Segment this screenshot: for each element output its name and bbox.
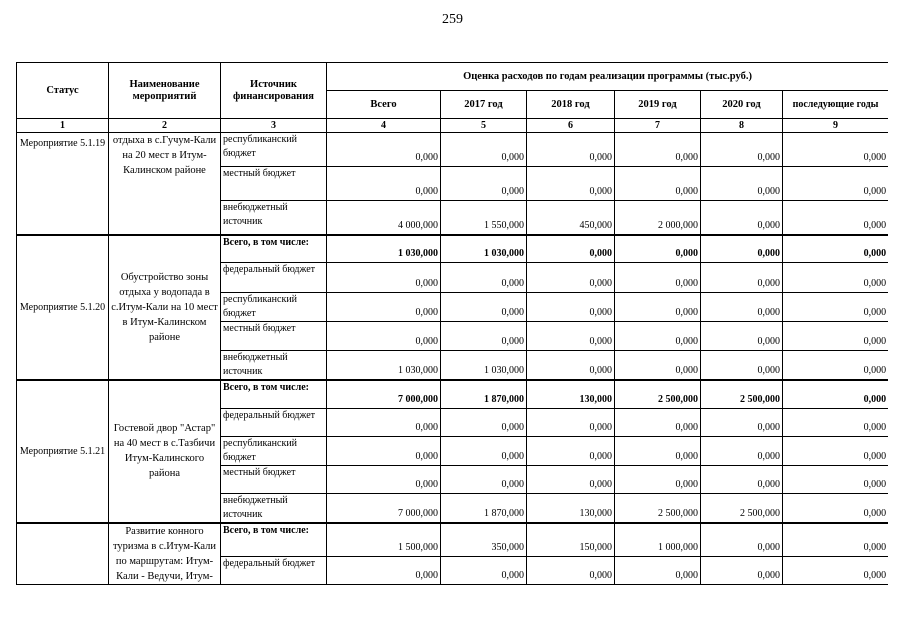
amount-cell: 130,000 bbox=[527, 493, 615, 523]
amount-cell: 0,000 bbox=[783, 167, 889, 201]
amount-cell: 0,000 bbox=[527, 436, 615, 465]
funding-source: республиканский бюджет bbox=[221, 436, 327, 465]
amount-cell: 0,000 bbox=[615, 557, 701, 585]
amount-cell: 0,000 bbox=[527, 408, 615, 436]
amount-cell: 0,000 bbox=[783, 322, 889, 351]
amount-cell: 0,000 bbox=[327, 293, 441, 322]
budget-table bbox=[16, 62, 888, 585]
amount-cell: 350,000 bbox=[441, 523, 527, 557]
header-estimate: Оценка расходов по годам реализации программы (тыс.руб.) bbox=[327, 63, 889, 91]
event-status: Мероприятие 5.1.20 bbox=[17, 235, 109, 381]
budget-table-container bbox=[16, 62, 888, 594]
event-status bbox=[17, 523, 109, 585]
amount-cell: 0,000 bbox=[701, 408, 783, 436]
amount-cell: 0,000 bbox=[783, 263, 889, 293]
column-index: 5 bbox=[441, 119, 527, 133]
funding-source: Всего, в том числе: bbox=[221, 523, 327, 557]
column-index: 7 bbox=[615, 119, 701, 133]
amount-cell: 0,000 bbox=[783, 351, 889, 381]
amount-cell: 0,000 bbox=[701, 167, 783, 201]
amount-cell: 1 870,000 bbox=[441, 493, 527, 523]
amount-cell: 2 500,000 bbox=[701, 380, 783, 408]
funding-source: Всего, в том числе: bbox=[221, 235, 327, 263]
event-name: Гостевой двор "Астар" на 40 мест в с.Тазбичи Итум-Калинского района bbox=[109, 380, 221, 523]
amount-cell: 0,000 bbox=[783, 523, 889, 557]
funding-source: местный бюджет bbox=[221, 322, 327, 351]
amount-cell: 0,000 bbox=[783, 465, 889, 493]
funding-source: республиканский бюджет bbox=[221, 293, 327, 322]
amount-cell: 0,000 bbox=[327, 408, 441, 436]
amount-cell: 0,000 bbox=[701, 523, 783, 557]
amount-cell: 0,000 bbox=[441, 133, 527, 167]
amount-cell: 7 000,000 bbox=[327, 493, 441, 523]
amount-cell: 0,000 bbox=[527, 465, 615, 493]
table-row bbox=[17, 380, 889, 408]
header-year: последующие годы bbox=[783, 91, 889, 119]
header-year: 2020 год bbox=[701, 91, 783, 119]
table-row bbox=[17, 235, 889, 263]
amount-cell: 0,000 bbox=[441, 557, 527, 585]
amount-cell: 0,000 bbox=[327, 557, 441, 585]
table-row bbox=[17, 133, 889, 167]
column-index: 1 bbox=[17, 119, 109, 133]
column-index: 3 bbox=[221, 119, 327, 133]
table-body bbox=[17, 119, 889, 585]
amount-cell: 150,000 bbox=[527, 523, 615, 557]
header-name: Наименование мероприятий bbox=[109, 63, 221, 119]
event-status: Мероприятие 5.1.19 bbox=[17, 133, 109, 235]
amount-cell: 1 030,000 bbox=[327, 235, 441, 263]
amount-cell: 0,000 bbox=[327, 133, 441, 167]
amount-cell: 1 030,000 bbox=[441, 235, 527, 263]
amount-cell: 1 000,000 bbox=[615, 523, 701, 557]
amount-cell: 130,000 bbox=[527, 380, 615, 408]
amount-cell: 0,000 bbox=[701, 293, 783, 322]
amount-cell: 0,000 bbox=[701, 557, 783, 585]
amount-cell: 0,000 bbox=[783, 408, 889, 436]
funding-source: внебюджетный источник bbox=[221, 201, 327, 235]
amount-cell: 0,000 bbox=[783, 133, 889, 167]
column-index: 6 bbox=[527, 119, 615, 133]
amount-cell: 0,000 bbox=[527, 263, 615, 293]
funding-source: внебюджетный источник bbox=[221, 351, 327, 381]
column-index: 8 bbox=[701, 119, 783, 133]
page-number: 259 bbox=[442, 12, 463, 27]
amount-cell: 0,000 bbox=[441, 322, 527, 351]
header-year: 2018 год bbox=[527, 91, 615, 119]
amount-cell: 0,000 bbox=[527, 167, 615, 201]
amount-cell: 0,000 bbox=[701, 322, 783, 351]
amount-cell: 0,000 bbox=[615, 436, 701, 465]
amount-cell: 0,000 bbox=[327, 322, 441, 351]
amount-cell: 1 550,000 bbox=[441, 201, 527, 235]
amount-cell: 2 000,000 bbox=[615, 201, 701, 235]
amount-cell: 0,000 bbox=[327, 167, 441, 201]
amount-cell: 0,000 bbox=[615, 167, 701, 201]
amount-cell: 1 870,000 bbox=[441, 380, 527, 408]
funding-source: федеральный бюджет bbox=[221, 408, 327, 436]
amount-cell: 0,000 bbox=[615, 293, 701, 322]
amount-cell: 0,000 bbox=[441, 167, 527, 201]
amount-cell: 2 500,000 bbox=[615, 380, 701, 408]
amount-cell: 0,000 bbox=[615, 263, 701, 293]
amount-cell: 0,000 bbox=[701, 263, 783, 293]
header-status: Статус bbox=[17, 63, 109, 119]
table-row bbox=[17, 523, 889, 557]
amount-cell: 0,000 bbox=[327, 465, 441, 493]
amount-cell: 0,000 bbox=[701, 351, 783, 381]
amount-cell: 0,000 bbox=[327, 263, 441, 293]
amount-cell: 7 000,000 bbox=[327, 380, 441, 408]
amount-cell: 0,000 bbox=[441, 465, 527, 493]
funding-source: внебюджетный источник bbox=[221, 493, 327, 523]
amount-cell: 0,000 bbox=[783, 557, 889, 585]
header-year: 2017 год bbox=[441, 91, 527, 119]
column-index: 2 bbox=[109, 119, 221, 133]
amount-cell: 0,000 bbox=[615, 235, 701, 263]
column-index-row bbox=[17, 119, 889, 133]
amount-cell: 0,000 bbox=[783, 201, 889, 235]
header-source: Источник финансирования bbox=[221, 63, 327, 119]
event-status: Мероприятие 5.1.21 bbox=[17, 380, 109, 523]
amount-cell: 4 000,000 bbox=[327, 201, 441, 235]
column-index: 9 bbox=[783, 119, 889, 133]
funding-source: республиканский бюджет bbox=[221, 133, 327, 167]
event-name: Развитие конного туризма в с.Итум-Кали по маршрутам: Итум-Кали - Ведучи, Итум- bbox=[109, 523, 221, 585]
header-year: Всего bbox=[327, 91, 441, 119]
amount-cell: 0,000 bbox=[783, 436, 889, 465]
funding-source: федеральный бюджет bbox=[221, 263, 327, 293]
amount-cell: 0,000 bbox=[783, 235, 889, 263]
amount-cell: 0,000 bbox=[615, 408, 701, 436]
amount-cell: 0,000 bbox=[615, 465, 701, 493]
amount-cell: 0,000 bbox=[527, 293, 615, 322]
amount-cell: 0,000 bbox=[701, 133, 783, 167]
amount-cell: 0,000 bbox=[701, 201, 783, 235]
amount-cell: 0,000 bbox=[527, 557, 615, 585]
column-index: 4 bbox=[327, 119, 441, 133]
event-name: Обустройство зоны отдыха у водопада в с.Итум-Кали на 10 мест в Итум-Калинском районе bbox=[109, 235, 221, 381]
funding-source: Всего, в том числе: bbox=[221, 380, 327, 408]
amount-cell: 1 030,000 bbox=[441, 351, 527, 381]
amount-cell: 0,000 bbox=[615, 322, 701, 351]
amount-cell: 2 500,000 bbox=[701, 493, 783, 523]
amount-cell: 450,000 bbox=[527, 201, 615, 235]
amount-cell: 0,000 bbox=[701, 436, 783, 465]
funding-source: федеральный бюджет bbox=[221, 557, 327, 585]
funding-source: местный бюджет bbox=[221, 167, 327, 201]
amount-cell: 0,000 bbox=[527, 133, 615, 167]
header-year: 2019 год bbox=[615, 91, 701, 119]
amount-cell: 0,000 bbox=[527, 322, 615, 351]
amount-cell: 0,000 bbox=[441, 293, 527, 322]
amount-cell: 0,000 bbox=[327, 436, 441, 465]
amount-cell: 0,000 bbox=[441, 408, 527, 436]
amount-cell: 1 500,000 bbox=[327, 523, 441, 557]
amount-cell: 0,000 bbox=[527, 235, 615, 263]
amount-cell: 0,000 bbox=[615, 133, 701, 167]
funding-source: местный бюджет bbox=[221, 465, 327, 493]
amount-cell: 0,000 bbox=[783, 493, 889, 523]
amount-cell: 2 500,000 bbox=[615, 493, 701, 523]
amount-cell: 0,000 bbox=[615, 351, 701, 381]
amount-cell: 0,000 bbox=[783, 380, 889, 408]
amount-cell: 0,000 bbox=[783, 293, 889, 322]
amount-cell: 0,000 bbox=[441, 263, 527, 293]
amount-cell: 0,000 bbox=[441, 436, 527, 465]
amount-cell: 1 030,000 bbox=[327, 351, 441, 381]
event-name: отдыха в с.Гучум-Кали на 20 мест в Итум-Калинском районе bbox=[109, 133, 221, 235]
amount-cell: 0,000 bbox=[527, 351, 615, 381]
amount-cell: 0,000 bbox=[701, 235, 783, 263]
amount-cell: 0,000 bbox=[701, 465, 783, 493]
